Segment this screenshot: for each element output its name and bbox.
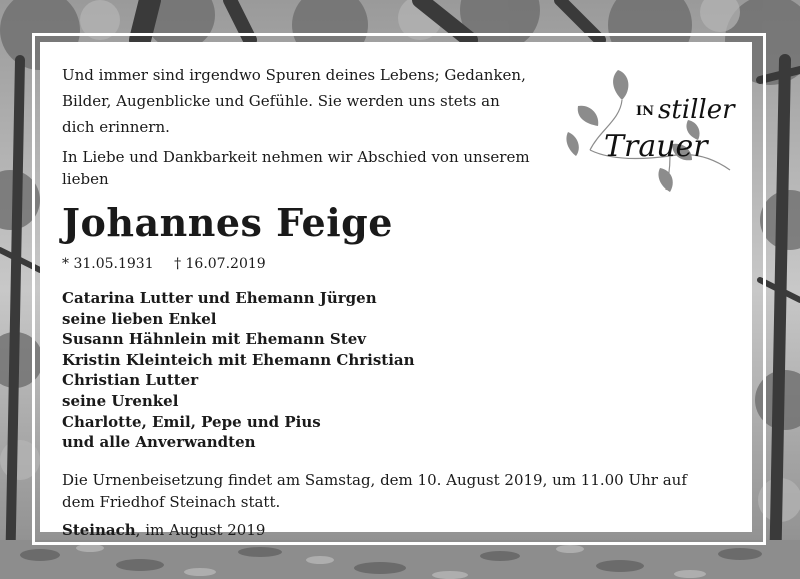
mourners-list	[62, 288, 730, 453]
mourner-line: Christian Lutter	[62, 371, 199, 390]
mourner-line: und alle Anverwandten	[62, 433, 256, 452]
mourner-line: Catarina Lutter und Ehemann Jürgen	[62, 289, 377, 307]
death-date: † 16.07.2019	[174, 256, 266, 272]
intro-quote: Und immer sind irgendwo Spuren deines Lebens; Gedanken, Bilder, Augenblicke und Gefühle. Sie werden uns stets an dich erinnern.	[62, 66, 526, 136]
svg-text:Trauer: Trauer	[604, 129, 708, 164]
mourner-line: Charlotte, Emil, Pepe und Pius	[62, 412, 321, 431]
birth-date: * 31.05.1931	[62, 256, 154, 272]
deceased-name: Johannes Feige	[62, 200, 393, 245]
place-date-text: , im August 2019	[135, 520, 266, 539]
burial-notice: Die Urnenbeisetzung findet am Samstag, dem 10. August 2019, um 11.00 Uhr auf dem Friedhof Steinach statt.	[62, 470, 687, 511]
place-name: Steinach	[62, 520, 136, 539]
life-dates	[62, 254, 730, 274]
farewell-text: In Liebe und Dankbarkeit nehmen wir Abschied von unserem lieben	[62, 148, 530, 188]
mourner-line: Susann Hähnlein mit Ehemann Stev	[62, 330, 366, 349]
place-date	[62, 519, 730, 541]
obituary-card	[40, 42, 752, 539]
mourner-line: Kristin Kleinteich mit Ehemann Christian	[62, 350, 415, 369]
svg-text:IN: IN	[636, 104, 654, 119]
in-stiller-trauer-emblem	[560, 60, 740, 210]
svg-text:stiller: stiller	[658, 95, 735, 125]
mourner-line: seine Urenkel	[62, 391, 179, 410]
leaf-branch-icon	[560, 60, 740, 210]
mourner-line: seine lieben Enkel	[62, 309, 217, 328]
